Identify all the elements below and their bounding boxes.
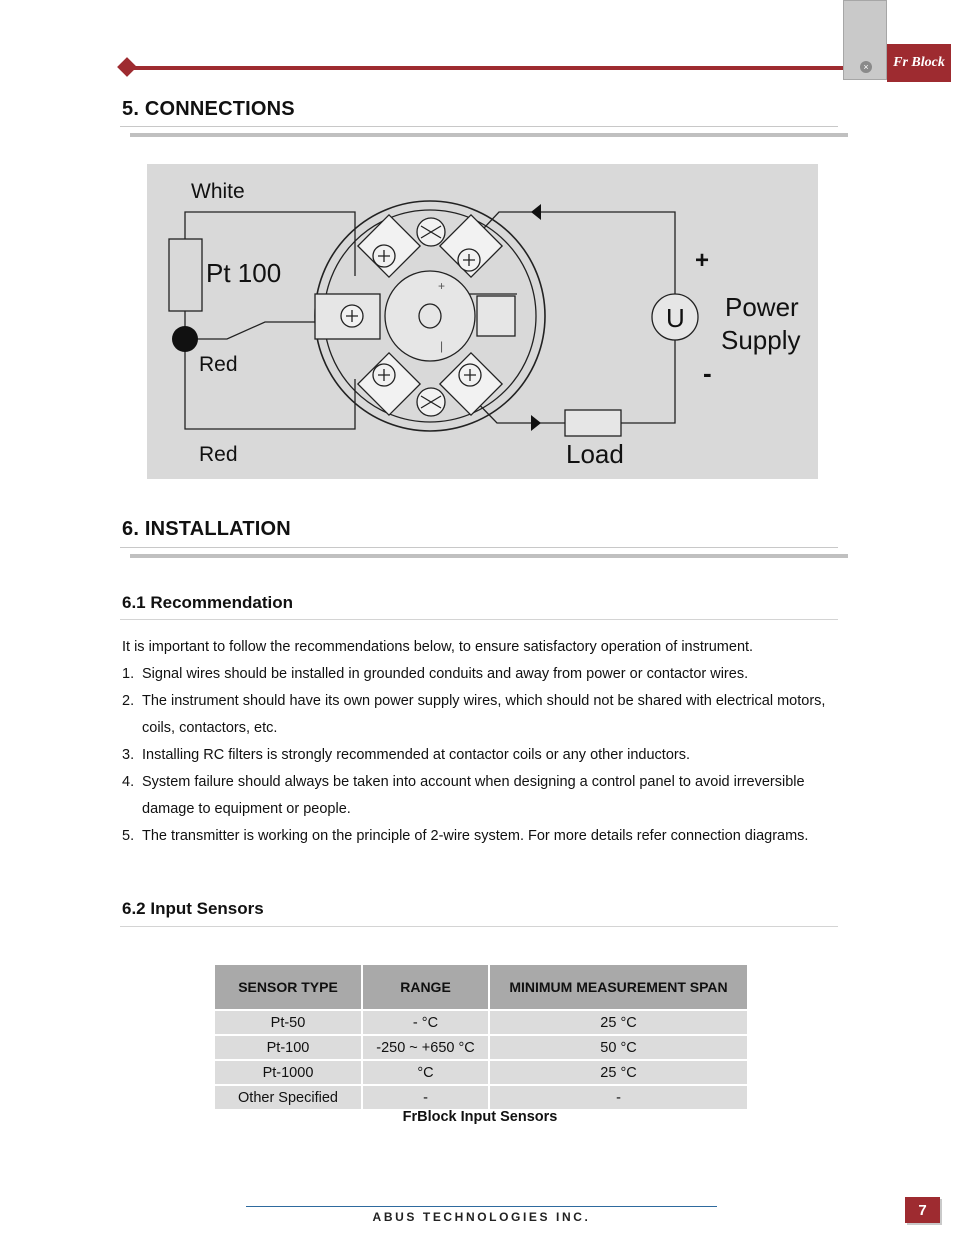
subsection-rule <box>120 926 838 927</box>
arrow-right-icon <box>531 415 541 431</box>
section-rule <box>120 547 838 548</box>
input-sensors-table <box>215 965 747 1109</box>
junction-dot <box>172 326 198 352</box>
load-resistor <box>565 410 621 436</box>
table-cell: -250 ~ +650 °C <box>363 1036 490 1061</box>
svg-text:|: | <box>440 339 444 353</box>
label-u: U <box>666 303 685 333</box>
table-header-min-span: MINIMUM MEASUREMENT SPAN <box>490 965 747 1011</box>
label-red-1: Red <box>199 353 238 376</box>
table-cell: °C <box>363 1061 490 1086</box>
section-rule <box>120 126 838 127</box>
section-title-connections: 5. CONNECTIONS <box>122 98 295 120</box>
table-header-row <box>215 965 747 1011</box>
label-supply: Supply <box>721 325 801 355</box>
label-power: Power <box>725 292 799 322</box>
pt100-resistor <box>169 239 202 311</box>
list-item <box>122 769 842 823</box>
table-row <box>215 1011 747 1036</box>
list-text: Installing RC filters is strongly recommended at contactor coils or any other inductors. <box>142 747 691 763</box>
table-cell: 25 °C <box>490 1011 747 1036</box>
table-header-range: RANGE <box>363 965 490 1011</box>
label-white: White <box>191 180 245 203</box>
list-text: The transmitter is working on the principle of 2-wire system. For more details refer connection diagrams. <box>142 828 809 844</box>
connection-diagram-svg <box>147 164 818 479</box>
list-number: 2. <box>122 693 135 709</box>
recommendation-intro: It is important to follow the recommendations below, to ensure satisfactory operation of instrument. <box>122 639 754 655</box>
table-header-sensor-type: SENSOR TYPE <box>215 965 363 1011</box>
close-circle-icon: × <box>860 61 872 73</box>
label-plus: + <box>695 247 710 274</box>
list-item <box>122 823 842 850</box>
header-diamond-ornament <box>117 57 137 77</box>
recommendation-list <box>122 661 842 850</box>
page-number: 7 <box>905 1197 940 1223</box>
list-number: 1. <box>122 666 135 682</box>
label-load: Load <box>566 439 624 469</box>
svg-text:+: + <box>438 279 446 293</box>
table-row <box>215 1061 747 1086</box>
label-pt100: Pt 100 <box>206 258 282 288</box>
connection-diagram <box>147 164 818 479</box>
label-minus: - <box>703 358 712 388</box>
subsection-title-input-sensors: 6.2 Input Sensors <box>122 899 264 918</box>
section-title-installation: 6. INSTALLATION <box>122 518 291 540</box>
subsection-rule <box>120 619 838 620</box>
transmitter-center-boss <box>385 271 475 361</box>
table-cell: - <box>490 1086 747 1109</box>
table-caption: FrBlock Input Sensors <box>402 1109 558 1125</box>
table-row <box>215 1086 747 1109</box>
section-band <box>130 133 848 137</box>
table-cell: - °C <box>363 1011 490 1036</box>
table-cell: Pt-1000 <box>215 1061 363 1086</box>
table-cell: Pt-50 <box>215 1011 363 1036</box>
subsection-title-recommendation: 6.1 Recommendation <box>122 593 293 612</box>
table-cell: 50 °C <box>490 1036 747 1061</box>
list-item <box>122 742 842 769</box>
list-text: Signal wires should be installed in grounded conduits and away from power or contactor wires. <box>142 666 749 682</box>
wire-negative <box>621 340 675 423</box>
section-band <box>130 554 848 558</box>
arrow-left-icon <box>531 204 541 220</box>
list-number: 3. <box>122 747 135 763</box>
list-number: 5. <box>122 828 135 844</box>
footer-rule <box>246 1206 717 1207</box>
list-text: System failure should always be taken into account when designing a control panel to avoid irreversible damage to equipment or people. <box>142 774 805 817</box>
list-item <box>122 661 842 688</box>
table-row <box>215 1036 747 1061</box>
table-cell: - <box>363 1086 490 1109</box>
terminal-block-right <box>477 296 515 336</box>
footer-company: ABUS TECHNOLOGIES INC. <box>372 1210 591 1224</box>
table-cell: Other Specified <box>215 1086 363 1109</box>
table-cell: Pt-100 <box>215 1036 363 1061</box>
header-rule <box>127 66 843 70</box>
header-tab-label: Fr Block <box>887 44 951 82</box>
wire-positive <box>541 212 675 294</box>
list-text: The instrument should have its own power supply wires, which should not be shared with electrical motors, coils, contactors, etc. <box>142 693 826 736</box>
label-red-2: Red <box>199 443 238 466</box>
list-item <box>122 688 842 742</box>
list-number: 4. <box>122 774 135 790</box>
table-cell: 25 °C <box>490 1061 747 1086</box>
